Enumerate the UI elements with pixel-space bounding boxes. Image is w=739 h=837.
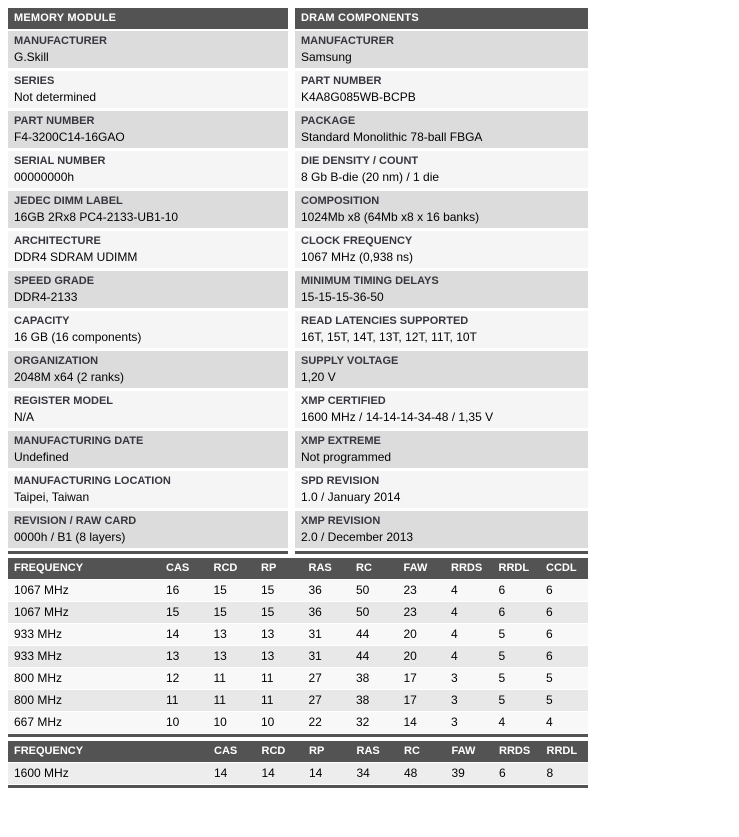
timing-cell: 5: [498, 693, 506, 707]
timing-cell: 3: [451, 693, 458, 707]
info-row-xmp-certified: [295, 391, 588, 428]
timing-cell: 20: [403, 649, 417, 663]
timing-cell: 13: [166, 649, 180, 663]
header-cell-ras: RAS: [308, 562, 332, 574]
info-row-supply-voltage: [295, 351, 588, 388]
info-row-read-latencies-supported: [295, 311, 588, 348]
table-jedec-timings: [8, 558, 588, 737]
timing-cell: 36: [308, 583, 322, 597]
timing-cell: 4: [451, 605, 458, 619]
header-cell-ccdl: CCDL: [546, 562, 577, 574]
info-value: Samsung: [301, 50, 352, 64]
info-row-capacity: [8, 311, 288, 348]
header-cell-frequency: FREQUENCY: [14, 562, 84, 574]
timing-cell: 27: [308, 693, 322, 707]
info-row-part-number: [8, 111, 288, 148]
info-label: DIE DENSITY / COUNT: [301, 155, 419, 167]
timing-cell: 11: [213, 693, 226, 707]
info-label: SUPPLY VOLTAGE: [301, 355, 399, 367]
info-label: REGISTER MODEL: [14, 395, 114, 407]
info-value: N/A: [14, 410, 35, 424]
info-row-spd-revision: [295, 471, 588, 508]
info-label: XMP CERTIFIED: [301, 395, 386, 407]
timing-cell: 38: [356, 693, 370, 707]
info-value: 00000000h: [14, 170, 75, 184]
timing-cell: 36: [308, 605, 322, 619]
header-cell-rrdl: RRDL: [546, 745, 578, 757]
timing-row: [8, 602, 588, 623]
spd-report: [8, 8, 588, 788]
timing-cell: 10: [261, 715, 275, 729]
info-row-organization: [8, 351, 288, 388]
table-xmp-timings: [8, 741, 588, 788]
info-value: DDR4 SDRAM UDIMM: [14, 250, 138, 264]
timing-cell: 17: [403, 671, 417, 685]
header-cell-rc: RC: [404, 745, 420, 757]
timing-cell: 12: [166, 671, 180, 685]
timing-cell: 13: [213, 627, 227, 641]
info-label: REVISION / RAW CARD: [14, 515, 137, 527]
timing-cell: 5: [498, 649, 506, 663]
timing-cell: 22: [308, 715, 322, 729]
timing-cell: 4: [498, 715, 506, 729]
timing-cell: 15: [166, 605, 180, 619]
panel-title: MEMORY MODULE: [8, 8, 288, 29]
info-label: MANUFACTURER: [14, 35, 107, 47]
frequency-cell: 1600 MHz: [14, 766, 69, 780]
panel-memory-module: [8, 8, 288, 554]
timing-cell: 39: [451, 766, 465, 780]
header-cell-rrdl: RRDL: [498, 562, 530, 574]
timing-cell: 38: [356, 671, 370, 685]
info-label: PART NUMBER: [14, 115, 95, 127]
info-row-die-density-count: [295, 151, 588, 188]
timing-cell: 10: [213, 715, 227, 729]
timing-cell: 27: [308, 671, 322, 685]
info-value: 1,20 V: [301, 370, 336, 384]
info-row-register-model: [8, 391, 288, 428]
timing-cell: 4: [451, 583, 458, 597]
info-value: 16GB 2Rx8 PC4-2133-UB1-10: [14, 210, 179, 224]
timing-cell: 31: [308, 649, 322, 663]
timing-cell: 4: [451, 649, 458, 663]
info-label: COMPOSITION: [301, 195, 380, 207]
timing-cell: 6: [546, 627, 553, 641]
timing-cell: 11: [213, 671, 226, 685]
panel-title: DRAM COMPONENTS: [295, 8, 588, 29]
info-row-manufacturer: [8, 31, 288, 68]
info-value: 1024Mb x8 (64Mb x8 x 16 banks): [301, 210, 480, 224]
timing-cell: 14: [403, 715, 417, 729]
header-cell-rrds: RRDS: [451, 562, 483, 574]
header-cell-frequency: FREQUENCY: [14, 745, 84, 757]
header-cell-rcd: RCD: [261, 745, 286, 757]
timing-cell: 31: [308, 627, 322, 641]
timing-cell: 23: [403, 605, 417, 619]
info-value: 1067 MHz (0,938 ns): [301, 250, 414, 264]
header-cell-rc: RC: [356, 562, 372, 574]
info-label: SPEED GRADE: [14, 275, 95, 287]
info-value: K4A8G085WB-BCPB: [301, 90, 416, 104]
header-cell-rcd: RCD: [213, 562, 238, 574]
timing-cell: 34: [356, 766, 370, 780]
info-row-xmp-extreme: [295, 431, 588, 468]
info-value: 0000h / B1 (8 layers): [14, 530, 126, 544]
timing-cell: 13: [261, 627, 275, 641]
info-row-speed-grade: [8, 271, 288, 308]
timing-cell: 6: [546, 649, 553, 663]
info-value: 2.0 / December 2013: [301, 530, 414, 544]
info-label: XMP EXTREME: [301, 435, 381, 447]
info-label: MANUFACTURING LOCATION: [14, 475, 171, 487]
info-label: ARCHITECTURE: [14, 235, 101, 247]
info-row-part-number: [295, 71, 588, 108]
timing-cell: 44: [356, 627, 370, 641]
info-label: XMP REVISION: [301, 515, 381, 527]
timing-cell: 15: [261, 583, 275, 597]
info-value: 1.0 / January 2014: [301, 490, 401, 504]
frequency-cell: 1067 MHz: [14, 583, 69, 597]
info-row-revision-raw-card: [8, 511, 288, 548]
timing-cell: 14: [309, 766, 323, 780]
info-value: Not determined: [14, 90, 97, 104]
timing-row: [8, 763, 588, 784]
header-cell-rrds: RRDS: [499, 745, 531, 757]
info-row-minimum-timing-delays: [295, 271, 588, 308]
timing-cell: 48: [404, 766, 418, 780]
header-cell-rp: RP: [309, 745, 325, 757]
info-label: READ LATENCIES SUPPORTED: [301, 315, 469, 327]
info-row-manufacturer: [295, 31, 588, 68]
header-cell-ras: RAS: [356, 745, 380, 757]
frequency-cell: 667 MHz: [14, 715, 63, 729]
header-cell-cas: CAS: [214, 745, 238, 757]
timing-cell: 20: [403, 627, 417, 641]
info-label: MANUFACTURER: [301, 35, 394, 47]
info-row-xmp-revision: [295, 511, 588, 548]
info-label: CLOCK FREQUENCY: [301, 235, 413, 247]
timing-cell: 4: [451, 627, 458, 641]
timing-cell: 13: [261, 649, 275, 663]
timing-cell: 23: [403, 583, 417, 597]
info-value: Not programmed: [301, 450, 392, 464]
info-label: PART NUMBER: [301, 75, 382, 87]
timing-cell: 50: [356, 605, 370, 619]
timing-row: [8, 580, 588, 601]
info-row-package: [295, 111, 588, 148]
timing-cell: 6: [546, 583, 553, 597]
timing-cell: 15: [213, 605, 227, 619]
timing-cell: 13: [213, 649, 227, 663]
info-label: SERIES: [14, 75, 55, 87]
timing-row: [8, 646, 588, 667]
info-label: PACKAGE: [301, 115, 356, 127]
timing-cell: 32: [356, 715, 370, 729]
info-row-manufacturing-date: [8, 431, 288, 468]
timing-cell: 10: [166, 715, 180, 729]
timing-cell: 14: [166, 627, 180, 641]
info-value: 1600 MHz / 14-14-14-34-48 / 1,35 V: [301, 410, 494, 424]
timing-cell: 44: [356, 649, 370, 663]
info-label: JEDEC DIMM LABEL: [14, 195, 123, 207]
frequency-cell: 933 MHz: [14, 627, 63, 641]
info-label: ORGANIZATION: [14, 355, 99, 367]
info-value: Standard Monolithic 78-ball FBGA: [301, 130, 483, 144]
header-cell-faw: FAW: [403, 562, 428, 574]
timing-cell: 8: [546, 766, 554, 780]
info-value: 15-15-15-36-50: [301, 290, 384, 304]
timing-row: [8, 624, 588, 645]
timing-cell: 4: [546, 715, 553, 729]
info-label: CAPACITY: [14, 315, 70, 327]
info-label: MANUFACTURING DATE: [14, 435, 144, 447]
timing-cell: 14: [261, 766, 275, 780]
timing-cell: 11: [261, 671, 274, 685]
info-value: 2048M x64 (2 ranks): [14, 370, 125, 384]
timing-cell: 11: [261, 693, 274, 707]
header-cell-cas: CAS: [166, 562, 190, 574]
info-value: DDR4-2133: [14, 290, 78, 304]
info-row-series: [8, 71, 288, 108]
info-value: G.Skill: [14, 50, 49, 64]
timing-cell: 11: [166, 693, 179, 707]
timing-cell: 5: [498, 671, 506, 685]
timing-cell: 15: [213, 583, 227, 597]
panel-dram-components: [295, 8, 588, 554]
info-row-architecture: [8, 231, 288, 268]
timing-cell: 6: [546, 605, 553, 619]
info-value: 16T, 15T, 14T, 13T, 12T, 11T, 10T: [301, 330, 477, 344]
table-header-row: [8, 558, 588, 579]
timing-cell: 6: [498, 583, 506, 597]
timing-row: [8, 712, 588, 733]
frequency-cell: 1067 MHz: [14, 605, 69, 619]
timing-cell: 3: [451, 715, 458, 729]
frequency-cell: 800 MHz: [14, 671, 63, 685]
timing-cell: 6: [498, 605, 506, 619]
info-row-composition: [295, 191, 588, 228]
info-value: 8 Gb B-die (20 nm) / 1 die: [301, 170, 440, 184]
info-value: Undefined: [14, 450, 69, 464]
table-header-row: [8, 741, 588, 762]
header-cell-faw: FAW: [451, 745, 476, 757]
info-value: F4-3200C14-16GAO: [14, 130, 125, 144]
info-value: Taipei, Taiwan: [14, 490, 90, 504]
info-label: MINIMUM TIMING DELAYS: [301, 275, 439, 287]
timing-row: [8, 690, 588, 711]
timing-cell: 50: [356, 583, 370, 597]
info-row-clock-frequency: [295, 231, 588, 268]
timing-cell: 3: [451, 671, 458, 685]
timing-cell: 5: [498, 627, 506, 641]
timing-cell: 17: [403, 693, 417, 707]
info-row-serial-number: [8, 151, 288, 188]
header-cell-rp: RP: [261, 562, 277, 574]
info-row-manufacturing-location: [8, 471, 288, 508]
timing-row: [8, 668, 588, 689]
info-panels: [8, 8, 588, 554]
timing-cell: 14: [214, 766, 228, 780]
info-value: 16 GB (16 components): [14, 330, 142, 344]
info-row-jedec-dimm-label: [8, 191, 288, 228]
timing-cell: 6: [499, 766, 506, 780]
frequency-cell: 800 MHz: [14, 693, 63, 707]
timing-cell: 5: [546, 693, 553, 707]
timing-tables-section: [8, 558, 588, 788]
timing-cell: 5: [546, 671, 553, 685]
info-label: SPD REVISION: [301, 475, 380, 487]
timing-cell: 16: [166, 583, 180, 597]
frequency-cell: 933 MHz: [14, 649, 63, 663]
timing-cell: 15: [261, 605, 275, 619]
info-label: SERIAL NUMBER: [14, 155, 106, 167]
